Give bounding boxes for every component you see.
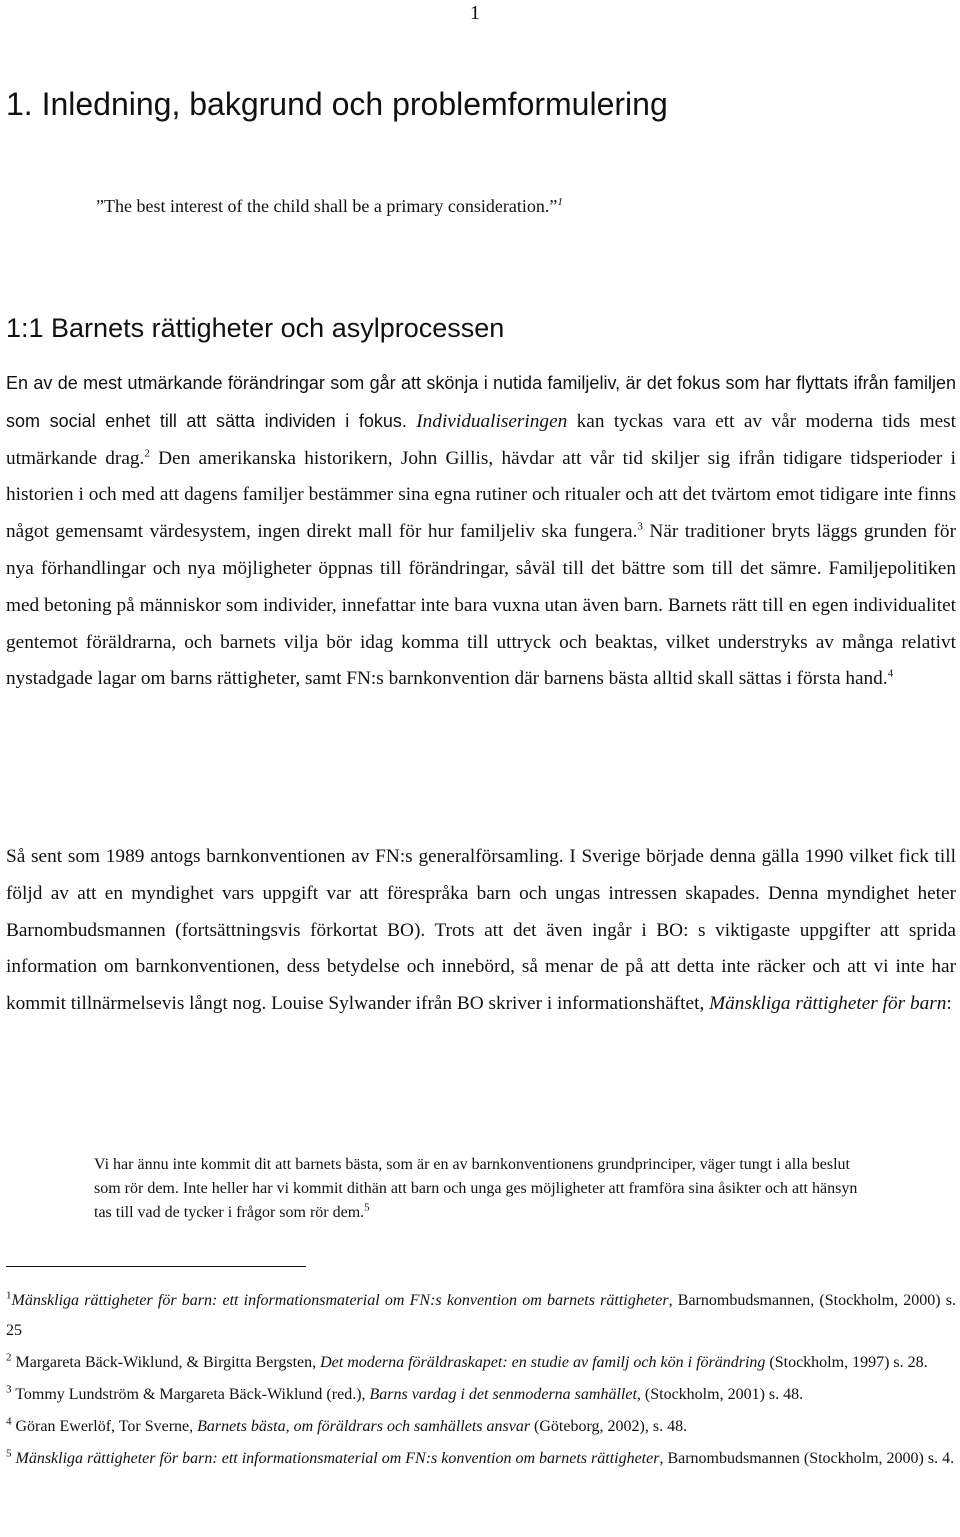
footnote-ref-3: 3 — [637, 520, 643, 533]
footnote-rest: , Barnombudsmannen, (Stockholm, 2000) s. 25 — [6, 1292, 957, 1339]
paragraph-1-lead: En av de mest utmärkande förändringar som går att skönja i nutida familjeliv, är det fokus som har flyttats ifrån familjen som social enhet till att sätta individen i fokus. — [6, 373, 956, 431]
footnote-ref-1: 1 — [557, 196, 563, 208]
footnote-4 — [6, 1412, 956, 1442]
footnote-ref-5: 5 — [364, 1201, 370, 1214]
footnote-separator — [6, 1266, 306, 1267]
footnote-authors: Tommy Lundström & Margareta Bäck-Wiklund (red.), — [15, 1386, 370, 1403]
footnote-title: Mänskliga rättigheter för barn: ett informationsmaterial om FN:s konvention om barnets rättigheter — [15, 1450, 660, 1467]
paragraph-1-part-3: Den amerikanska historikern, John Gillis, hävdar att vår tid skiljer sig ifrån tidigare tidsperioder i historien i och med att dagens familjer bestämmer sina egna rutiner och ritualer och att det tvärtom emot tidigare inte finns något gemensamt värdesystem, ingen direkt mall för hur familjeliv ska fungera. — [6, 447, 956, 543]
footnote-title: Barns vardag i det senmoderna samhället — [369, 1386, 637, 1403]
paragraph-1-part-4: När traditioner bryts läggs grunden för nya förhandlingar och nya möjligheter öppnas till förändringar, såväl till det bättre som till det sämre. Familjepolitiken med betoning på människor som individer, innefattar inte bara vuxna utan även barn. Barnets rätt till en egen individualitet gentemot föräldrarna, och barnets vilja bör idag komma till uttryck och beaktas, vilket understryks av många relativt nystadgade lagar om barns rättigheter, samt FN:s barnkonvention där barnens bästa alltid skall sättas i första hand. — [6, 521, 956, 690]
footnote-5 — [6, 1444, 956, 1474]
block-quote — [94, 1153, 874, 1225]
epigraph-open-quote: ” — [96, 196, 104, 216]
footnote-1 — [6, 1286, 956, 1346]
footnote-title: Det moderna föräldraskapet: en studie av familj och kön i förändring — [320, 1354, 766, 1371]
footnote-number: 3 — [6, 1383, 12, 1396]
footnote-authors: Göran Ewerlöf, Tor Sverne, — [15, 1418, 198, 1435]
epigraph-text: The best interest of the child shall be a primary consideration. — [104, 196, 550, 216]
booklet-title: Mänskliga rättigheter för barn — [709, 993, 947, 1015]
footnote-rest: , (Stockholm, 2001) s. 48. — [636, 1386, 804, 1403]
footnote-2 — [6, 1348, 956, 1378]
term-individualiseringen: Individualiseringen — [416, 410, 568, 432]
footnote-ref-2: 2 — [144, 447, 150, 460]
footnote-rest: , Barnombudsmannen (Stockholm, 2000) s. 4. — [659, 1450, 955, 1467]
paragraph-2-text: Så sent som 1989 antogs barnkonventionen av FN:s generalförsamling. I Sverige började denna gälla 1990 vilket fick till följd av att en myndighet vars uppgift var att förespråka barn och ungas intressen skapades. Denna myndighet heter Barnombudsmannen (fortsättningsvis förkortat BO). Trots att det även ingår i BO: s viktigaste uppgifter att sprida information om barnkonventionen, dess betydelse och innebörd, så menar de på att detta inte räcker och att vi inte har kommit tillnärmelsevis långt nog. Louise Sylwander ifrån BO skriver i informationshäftet, — [6, 846, 956, 1015]
footnote-3 — [6, 1380, 956, 1410]
epigraph-close-quote: ” — [549, 196, 558, 216]
block-quote-text: Vi har ännu inte kommit dit att barnets bästa, som är en av barnkonventionens grundprinciper, väger tungt i alla beslut som rör dem. Inte heller har vi kommit dithän att barn och unga ges möjligheter att framföra sina åsikter och att hänsyn tas till vad de tycker i frågor som rör dem. — [94, 1156, 858, 1221]
footnote-rest: (Stockholm, 1997) s. 28. — [765, 1354, 928, 1371]
footnote-rest: (Göteborg, 2002), s. 48. — [530, 1418, 688, 1435]
paragraph-1 — [6, 365, 956, 698]
paragraph-1-part-2: kan tyckas vara ett av vår moderna tids mest utmärkande drag. — [6, 410, 956, 469]
footnotes — [6, 1286, 956, 1476]
footnote-title: Barnets bästa, om föräldrars och samhällets ansvar — [197, 1418, 531, 1435]
footnote-number: 1 — [6, 1289, 12, 1302]
page-number: 1 — [470, 2, 480, 24]
footnote-authors: Margareta Bäck-Wiklund, & Birgitta Bergsten, — [15, 1354, 321, 1371]
epigraph — [96, 196, 563, 217]
footnote-ref-4: 4 — [887, 667, 894, 680]
paragraph-2-end: : — [946, 993, 952, 1015]
footnote-number: 5 — [6, 1447, 12, 1460]
chapter-heading: 1. Inledning, bakgrund och problemformulering — [6, 86, 668, 122]
section-heading: 1:1 Barnets rättigheter och asylprocessen — [6, 313, 505, 343]
footnote-title: Mänskliga rättigheter för barn: ett informationsmaterial om FN:s konvention om barnets rättigheter — [11, 1292, 669, 1309]
footnote-number: 4 — [6, 1415, 12, 1428]
footnote-number: 2 — [6, 1351, 12, 1364]
paragraph-2 — [6, 839, 956, 1023]
